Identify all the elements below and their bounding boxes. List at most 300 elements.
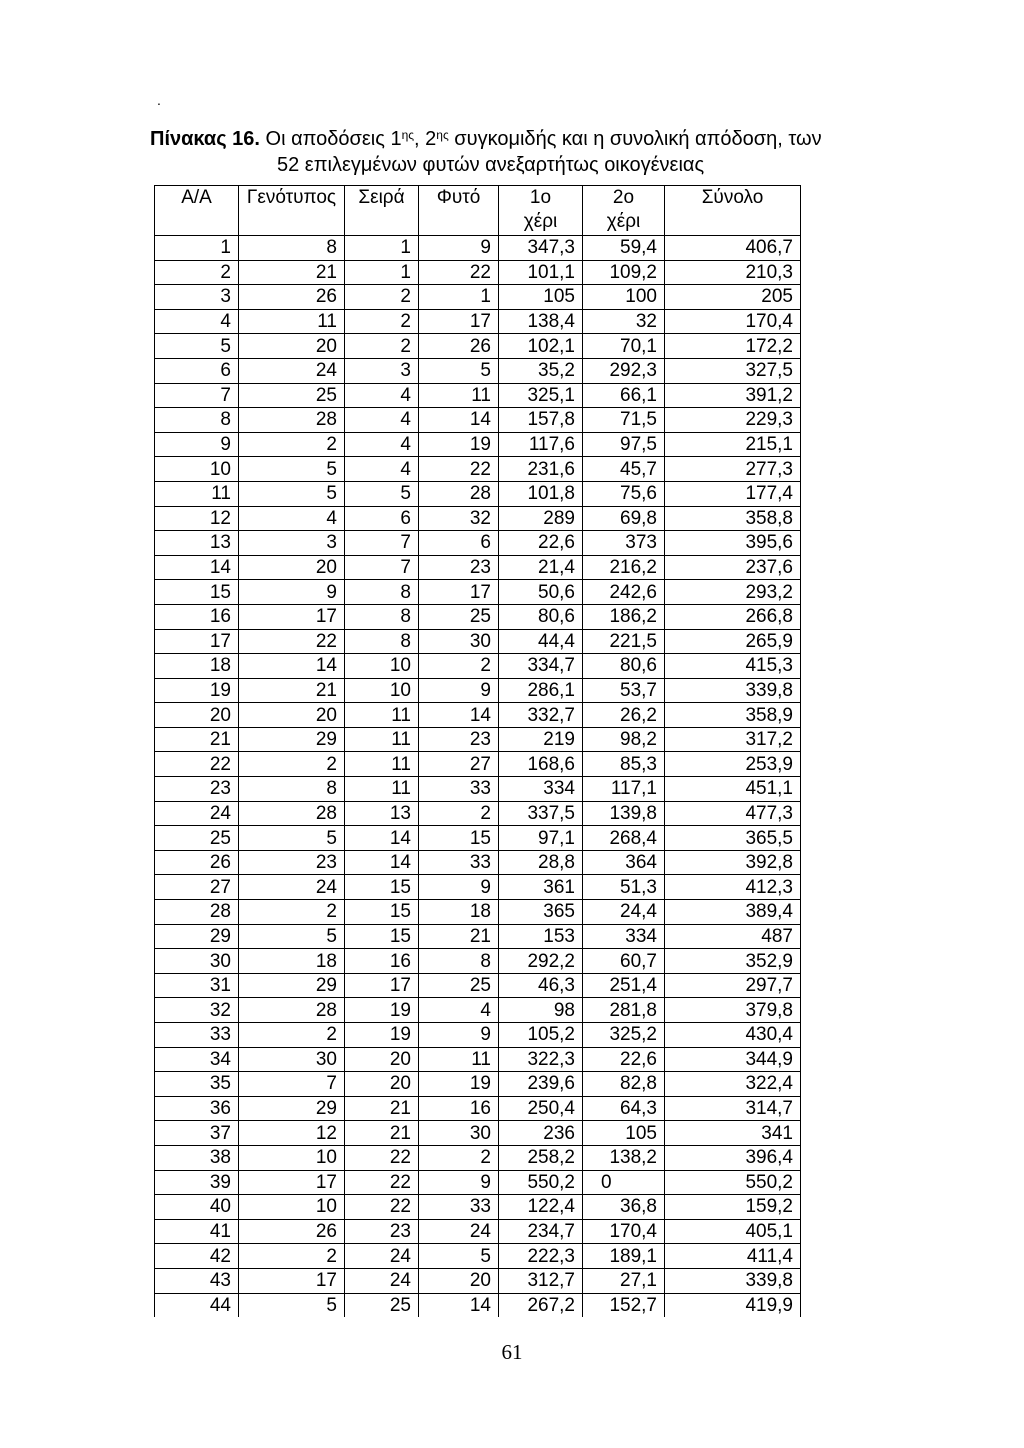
- table-row: [155, 457, 801, 482]
- cell-genotype: 20: [239, 555, 345, 580]
- cell-plant: 11: [419, 1047, 499, 1072]
- cell-second-harvest: 251,4: [583, 973, 665, 998]
- cell-first-harvest: 234,7: [499, 1219, 583, 1244]
- cell-genotype: 12: [239, 1121, 345, 1146]
- table-row: [155, 678, 801, 703]
- caption-label: Πίνακας 16.: [150, 128, 260, 150]
- table-row: [155, 875, 801, 900]
- cell-genotype: 21: [239, 678, 345, 703]
- cell-first-harvest: 231,6: [499, 457, 583, 482]
- cell-total: 487: [665, 924, 801, 949]
- cell-total: 339,8: [665, 678, 801, 703]
- cell-total: 265,9: [665, 629, 801, 654]
- cell-second-harvest: 152,7: [583, 1293, 665, 1317]
- cell-aa: 7: [155, 383, 239, 408]
- cell-plant: 30: [419, 629, 499, 654]
- table-row: [155, 1170, 801, 1195]
- cell-row-number: 4: [345, 383, 419, 408]
- cell-genotype: 2: [239, 1023, 345, 1048]
- cell-row-number: 19: [345, 998, 419, 1023]
- cell-plant: 9: [419, 1023, 499, 1048]
- cell-total: 266,8: [665, 604, 801, 629]
- cell-total: 419,9: [665, 1293, 801, 1317]
- cell-first-harvest: 97,1: [499, 826, 583, 851]
- cell-total: 406,7: [665, 236, 801, 261]
- cell-row-number: 4: [345, 408, 419, 433]
- cell-second-harvest: 82,8: [583, 1072, 665, 1097]
- cell-plant: 33: [419, 1195, 499, 1220]
- cell-aa: 31: [155, 973, 239, 998]
- cell-first-harvest: 153: [499, 924, 583, 949]
- table-row: [155, 777, 801, 802]
- cell-row-number: 17: [345, 973, 419, 998]
- cell-second-harvest: 66,1: [583, 383, 665, 408]
- table-row: [155, 432, 801, 457]
- cell-aa: 32: [155, 998, 239, 1023]
- table-row: [155, 358, 801, 383]
- cell-aa: 43: [155, 1268, 239, 1293]
- cell-second-harvest: 117,1: [583, 777, 665, 802]
- cell-second-harvest: 26,2: [583, 703, 665, 728]
- cell-aa: 33: [155, 1023, 239, 1048]
- cell-second-harvest: 242,6: [583, 580, 665, 605]
- cell-total: 358,9: [665, 703, 801, 728]
- cell-genotype: 18: [239, 949, 345, 974]
- cell-aa: 24: [155, 801, 239, 826]
- cell-plant: 9: [419, 875, 499, 900]
- cell-row-number: 22: [345, 1145, 419, 1170]
- table-row: [155, 1219, 801, 1244]
- cell-total: 327,5: [665, 358, 801, 383]
- cell-first-harvest: 361: [499, 875, 583, 900]
- header-first-harvest-text: 1ο χέρι: [523, 187, 558, 232]
- cell-genotype: 2: [239, 1244, 345, 1269]
- cell-total: 177,4: [665, 481, 801, 506]
- cell-aa: 19: [155, 678, 239, 703]
- table-row: [155, 580, 801, 605]
- cell-total: 395,6: [665, 531, 801, 556]
- cell-plant: 32: [419, 506, 499, 531]
- cell-plant: 18: [419, 900, 499, 925]
- cell-row-number: 2: [345, 334, 419, 359]
- table-row: [155, 1072, 801, 1097]
- cell-genotype: 11: [239, 309, 345, 334]
- cell-second-harvest: 170,4: [583, 1219, 665, 1244]
- table-row: [155, 752, 801, 777]
- cell-first-harvest: 157,8: [499, 408, 583, 433]
- cell-second-harvest: 32: [583, 309, 665, 334]
- cell-plant: 25: [419, 604, 499, 629]
- cell-aa: 12: [155, 506, 239, 531]
- cell-row-number: 5: [345, 481, 419, 506]
- cell-aa: 3: [155, 285, 239, 310]
- cell-plant: 1: [419, 285, 499, 310]
- cell-first-harvest: 80,6: [499, 604, 583, 629]
- cell-row-number: 15: [345, 875, 419, 900]
- cell-row-number: 3: [345, 358, 419, 383]
- table-row: [155, 555, 801, 580]
- cell-second-harvest: 97,5: [583, 432, 665, 457]
- cell-genotype: 22: [239, 629, 345, 654]
- cell-total: 391,2: [665, 383, 801, 408]
- cell-aa: 36: [155, 1096, 239, 1121]
- cell-second-harvest: 22,6: [583, 1047, 665, 1072]
- yield-table: [154, 185, 801, 1317]
- cell-aa: 26: [155, 850, 239, 875]
- cell-genotype: 2: [239, 900, 345, 925]
- cell-genotype: 9: [239, 580, 345, 605]
- cell-plant: 9: [419, 678, 499, 703]
- cell-total: 314,7: [665, 1096, 801, 1121]
- cell-second-harvest: 186,2: [583, 604, 665, 629]
- caption-text-2: , 2: [414, 128, 437, 150]
- cell-second-harvest: 138,2: [583, 1145, 665, 1170]
- cell-genotype: 2: [239, 752, 345, 777]
- cell-aa: 42: [155, 1244, 239, 1269]
- cell-first-harvest: 292,2: [499, 949, 583, 974]
- cell-first-harvest: 28,8: [499, 850, 583, 875]
- cell-aa: 23: [155, 777, 239, 802]
- cell-total: 358,8: [665, 506, 801, 531]
- header-plant: Φυτό: [419, 186, 499, 236]
- cell-genotype: 29: [239, 973, 345, 998]
- header-second-harvest-text: 2ο χέρι: [606, 187, 641, 232]
- cell-genotype: 8: [239, 777, 345, 802]
- table-row: [155, 531, 801, 556]
- cell-second-harvest: 51,3: [583, 875, 665, 900]
- cell-aa: 39: [155, 1170, 239, 1195]
- cell-row-number: 8: [345, 580, 419, 605]
- cell-second-harvest: 364: [583, 850, 665, 875]
- cell-aa: 28: [155, 900, 239, 925]
- cell-aa: 22: [155, 752, 239, 777]
- cell-first-harvest: 322,3: [499, 1047, 583, 1072]
- cell-total: 172,2: [665, 334, 801, 359]
- cell-genotype: 26: [239, 1219, 345, 1244]
- cell-first-harvest: 102,1: [499, 334, 583, 359]
- cell-row-number: 4: [345, 432, 419, 457]
- cell-second-harvest: 36,8: [583, 1195, 665, 1220]
- cell-total: 341: [665, 1121, 801, 1146]
- cell-genotype: 10: [239, 1195, 345, 1220]
- cell-first-harvest: 550,2: [499, 1170, 583, 1195]
- cell-second-harvest: 0: [583, 1170, 665, 1195]
- cell-second-harvest: 373: [583, 531, 665, 556]
- cell-total: 405,1: [665, 1219, 801, 1244]
- cell-plant: 23: [419, 727, 499, 752]
- cell-second-harvest: 75,6: [583, 481, 665, 506]
- cell-plant: 14: [419, 1293, 499, 1317]
- cell-first-harvest: 44,4: [499, 629, 583, 654]
- table-row: [155, 1195, 801, 1220]
- cell-total: 430,4: [665, 1023, 801, 1048]
- cell-first-harvest: 105,2: [499, 1023, 583, 1048]
- cell-first-harvest: 267,2: [499, 1293, 583, 1317]
- page-number: 61: [501, 1340, 523, 1364]
- table-row: [155, 850, 801, 875]
- cell-first-harvest: 50,6: [499, 580, 583, 605]
- cell-total: 392,8: [665, 850, 801, 875]
- cell-aa: 5: [155, 334, 239, 359]
- header-row-number: Σειρά: [345, 186, 419, 236]
- cell-genotype: 29: [239, 727, 345, 752]
- table-row: [155, 1268, 801, 1293]
- cell-second-harvest: 325,2: [583, 1023, 665, 1048]
- cell-total: 451,1: [665, 777, 801, 802]
- cell-aa: 30: [155, 949, 239, 974]
- cell-aa: 9: [155, 432, 239, 457]
- cell-genotype: 4: [239, 506, 345, 531]
- cell-total: 389,4: [665, 900, 801, 925]
- cell-plant: 25: [419, 973, 499, 998]
- cell-total: 339,8: [665, 1268, 801, 1293]
- cell-aa: 2: [155, 260, 239, 285]
- cell-genotype: 28: [239, 408, 345, 433]
- cell-row-number: 10: [345, 678, 419, 703]
- top-mark: .: [157, 92, 161, 108]
- cell-aa: 10: [155, 457, 239, 482]
- cell-row-number: 22: [345, 1195, 419, 1220]
- cell-row-number: 4: [345, 457, 419, 482]
- cell-total: 322,4: [665, 1072, 801, 1097]
- cell-plant: 22: [419, 457, 499, 482]
- cell-plant: 16: [419, 1096, 499, 1121]
- cell-row-number: 25: [345, 1293, 419, 1317]
- cell-first-harvest: 101,8: [499, 481, 583, 506]
- cell-aa: 44: [155, 1293, 239, 1317]
- cell-plant: 4: [419, 998, 499, 1023]
- cell-aa: 15: [155, 580, 239, 605]
- cell-second-harvest: 98,2: [583, 727, 665, 752]
- cell-row-number: 11: [345, 727, 419, 752]
- table-row: [155, 949, 801, 974]
- cell-genotype: 25: [239, 383, 345, 408]
- cell-genotype: 29: [239, 1096, 345, 1121]
- cell-total: 352,9: [665, 949, 801, 974]
- cell-aa: 20: [155, 703, 239, 728]
- cell-total: 550,2: [665, 1170, 801, 1195]
- cell-first-harvest: 168,6: [499, 752, 583, 777]
- cell-row-number: 23: [345, 1219, 419, 1244]
- cell-row-number: 7: [345, 531, 419, 556]
- cell-second-harvest: 60,7: [583, 949, 665, 974]
- cell-second-harvest: 64,3: [583, 1096, 665, 1121]
- cell-plant: 21: [419, 924, 499, 949]
- cell-first-harvest: 219: [499, 727, 583, 752]
- cell-total: 237,6: [665, 555, 801, 580]
- cell-aa: 4: [155, 309, 239, 334]
- cell-aa: 37: [155, 1121, 239, 1146]
- table-row: [155, 973, 801, 998]
- cell-plant: 17: [419, 580, 499, 605]
- cell-plant: 27: [419, 752, 499, 777]
- cell-plant: 14: [419, 408, 499, 433]
- table-row: [155, 727, 801, 752]
- cell-aa: 1: [155, 236, 239, 261]
- table-row: [155, 1023, 801, 1048]
- cell-aa: 14: [155, 555, 239, 580]
- cell-row-number: 8: [345, 604, 419, 629]
- cell-row-number: 20: [345, 1047, 419, 1072]
- cell-first-harvest: 138,4: [499, 309, 583, 334]
- cell-plant: 14: [419, 703, 499, 728]
- cell-first-harvest: 286,1: [499, 678, 583, 703]
- cell-second-harvest: 216,2: [583, 555, 665, 580]
- cell-genotype: 28: [239, 998, 345, 1023]
- cell-total: 229,3: [665, 408, 801, 433]
- cell-plant: 24: [419, 1219, 499, 1244]
- cell-plant: 19: [419, 432, 499, 457]
- cell-first-harvest: 347,3: [499, 236, 583, 261]
- cell-second-harvest: 69,8: [583, 506, 665, 531]
- cell-total: 415,3: [665, 654, 801, 679]
- cell-row-number: 20: [345, 1072, 419, 1097]
- cell-second-harvest: 80,6: [583, 654, 665, 679]
- cell-row-number: 13: [345, 801, 419, 826]
- cell-first-harvest: 98: [499, 998, 583, 1023]
- cell-genotype: 7: [239, 1072, 345, 1097]
- cell-first-harvest: 236: [499, 1121, 583, 1146]
- cell-total: 396,4: [665, 1145, 801, 1170]
- table-row: [155, 481, 801, 506]
- cell-aa: 17: [155, 629, 239, 654]
- cell-aa: 8: [155, 408, 239, 433]
- cell-aa: 35: [155, 1072, 239, 1097]
- cell-second-harvest: 105: [583, 1121, 665, 1146]
- cell-first-harvest: 250,4: [499, 1096, 583, 1121]
- cell-plant: 22: [419, 260, 499, 285]
- cell-genotype: 20: [239, 334, 345, 359]
- cell-second-harvest: 109,2: [583, 260, 665, 285]
- cell-second-harvest: 70,1: [583, 334, 665, 359]
- table-row: [155, 383, 801, 408]
- cell-first-harvest: 337,5: [499, 801, 583, 826]
- caption-superscript-1: ης: [401, 128, 415, 142]
- cell-second-harvest: 85,3: [583, 752, 665, 777]
- cell-row-number: 1: [345, 260, 419, 285]
- cell-aa: 25: [155, 826, 239, 851]
- cell-total: 344,9: [665, 1047, 801, 1072]
- table-row: [155, 408, 801, 433]
- cell-genotype: 17: [239, 1268, 345, 1293]
- cell-row-number: 11: [345, 703, 419, 728]
- cell-first-harvest: 325,1: [499, 383, 583, 408]
- cell-second-harvest: 59,4: [583, 236, 665, 261]
- cell-aa: 6: [155, 358, 239, 383]
- cell-first-harvest: 122,4: [499, 1195, 583, 1220]
- header-row: [155, 186, 801, 236]
- cell-second-harvest: 139,8: [583, 801, 665, 826]
- cell-plant: 6: [419, 531, 499, 556]
- table-row: [155, 236, 801, 261]
- header-total: Σύνολο: [665, 186, 801, 236]
- cell-plant: 17: [419, 309, 499, 334]
- cell-second-harvest: 45,7: [583, 457, 665, 482]
- cell-genotype: 24: [239, 358, 345, 383]
- cell-genotype: 5: [239, 457, 345, 482]
- cell-second-harvest: 221,5: [583, 629, 665, 654]
- cell-total: 210,3: [665, 260, 801, 285]
- caption-line-2: 52 επιλεγμένων φυτών ανεξαρτήτως οικογένειας: [277, 154, 705, 176]
- table-row: [155, 1244, 801, 1269]
- cell-plant: 2: [419, 654, 499, 679]
- cell-second-harvest: 292,3: [583, 358, 665, 383]
- cell-first-harvest: 117,6: [499, 432, 583, 457]
- cell-total: 297,7: [665, 973, 801, 998]
- cell-total: 379,8: [665, 998, 801, 1023]
- cell-first-harvest: 21,4: [499, 555, 583, 580]
- cell-plant: 5: [419, 1244, 499, 1269]
- table-row: [155, 334, 801, 359]
- cell-second-harvest: 27,1: [583, 1268, 665, 1293]
- table-row: [155, 1293, 801, 1317]
- cell-second-harvest: 100: [583, 285, 665, 310]
- table-row: [155, 900, 801, 925]
- cell-first-harvest: 105: [499, 285, 583, 310]
- cell-aa: 29: [155, 924, 239, 949]
- cell-plant: 28: [419, 481, 499, 506]
- table-row: [155, 506, 801, 531]
- cell-row-number: 19: [345, 1023, 419, 1048]
- table-row: [155, 1047, 801, 1072]
- table-row: [155, 1096, 801, 1121]
- cell-total: 412,3: [665, 875, 801, 900]
- cell-plant: 2: [419, 1145, 499, 1170]
- table-row: [155, 654, 801, 679]
- table-row: [155, 260, 801, 285]
- cell-row-number: 15: [345, 900, 419, 925]
- cell-total: 205: [665, 285, 801, 310]
- cell-row-number: 15: [345, 924, 419, 949]
- cell-aa: 34: [155, 1047, 239, 1072]
- table-row: [155, 285, 801, 310]
- cell-second-harvest: 281,8: [583, 998, 665, 1023]
- cell-row-number: 8: [345, 629, 419, 654]
- cell-total: 277,3: [665, 457, 801, 482]
- table-row: [155, 703, 801, 728]
- cell-genotype: 21: [239, 260, 345, 285]
- cell-row-number: 14: [345, 826, 419, 851]
- cell-row-number: 10: [345, 654, 419, 679]
- cell-aa: 27: [155, 875, 239, 900]
- cell-total: 477,3: [665, 801, 801, 826]
- table-body: [155, 236, 801, 1318]
- cell-plant: 11: [419, 383, 499, 408]
- cell-plant: 19: [419, 1072, 499, 1097]
- cell-first-harvest: 258,2: [499, 1145, 583, 1170]
- caption-line-1: [150, 126, 890, 152]
- cell-row-number: 11: [345, 752, 419, 777]
- cell-plant: 23: [419, 555, 499, 580]
- cell-genotype: 3: [239, 531, 345, 556]
- cell-row-number: 1: [345, 236, 419, 261]
- cell-genotype: 26: [239, 285, 345, 310]
- cell-genotype: 5: [239, 924, 345, 949]
- cell-first-harvest: 22,6: [499, 531, 583, 556]
- cell-plant: 9: [419, 1170, 499, 1195]
- cell-first-harvest: 312,7: [499, 1268, 583, 1293]
- cell-aa: 40: [155, 1195, 239, 1220]
- cell-row-number: 21: [345, 1121, 419, 1146]
- cell-row-number: 2: [345, 285, 419, 310]
- cell-plant: 2: [419, 801, 499, 826]
- cell-first-harvest: 334: [499, 777, 583, 802]
- cell-plant: 33: [419, 777, 499, 802]
- cell-row-number: 14: [345, 850, 419, 875]
- caption-superscript-2: ης: [436, 128, 449, 142]
- cell-aa: 11: [155, 481, 239, 506]
- cell-genotype: 5: [239, 481, 345, 506]
